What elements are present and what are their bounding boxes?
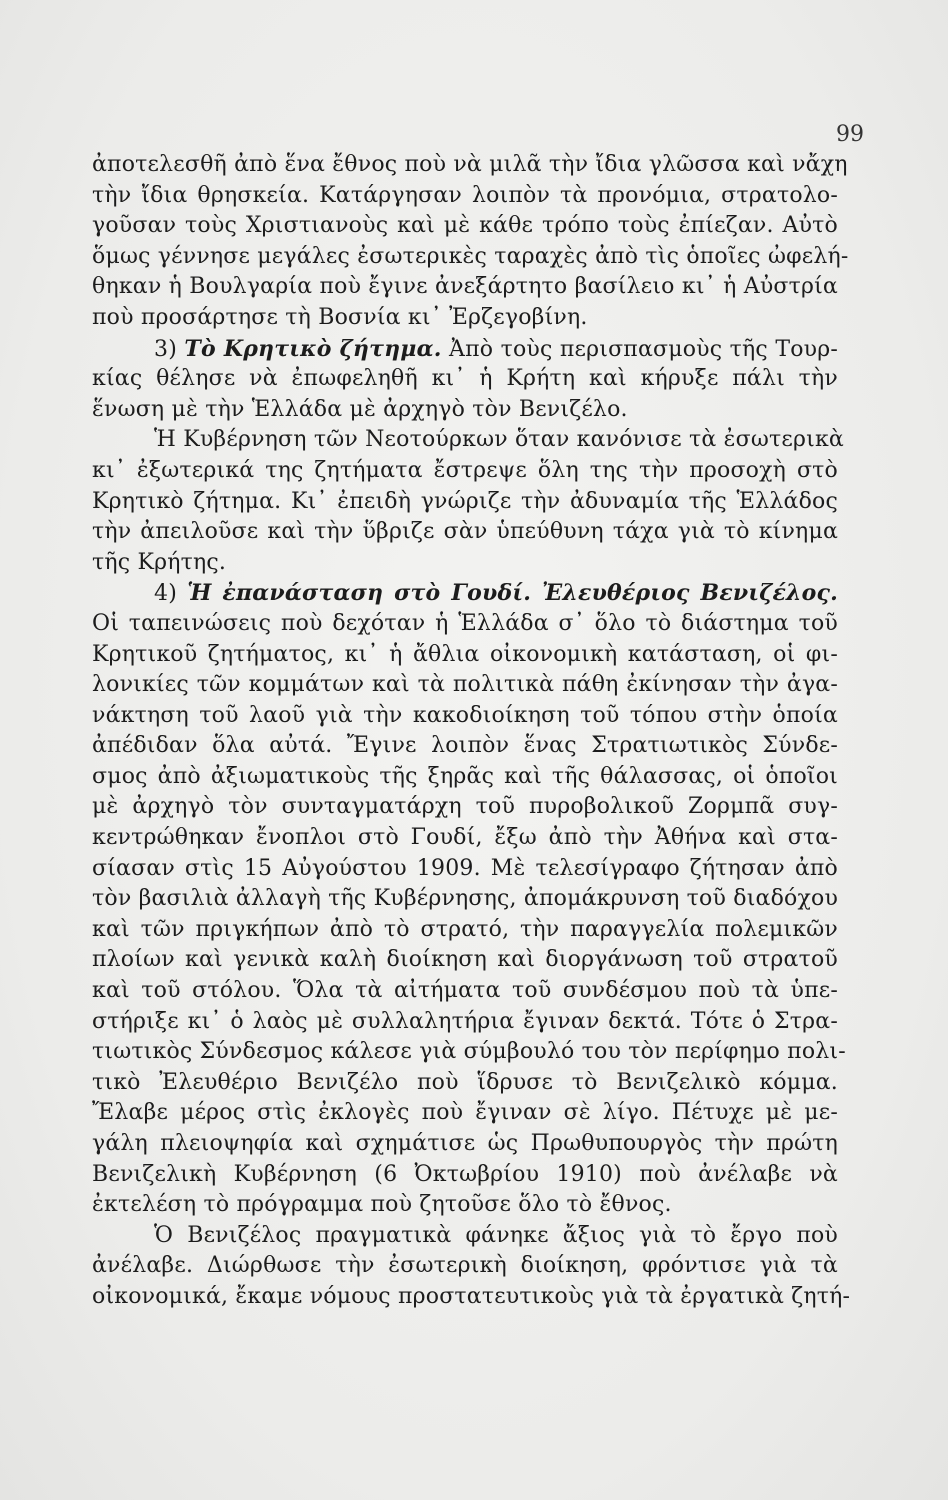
line-text: γάλη πλειοψηφία καὶ σχημάτισε ὡς Πρωθυπουργὸς τὴν πρώτη — [92, 1131, 838, 1156]
line-text: ἀπέδιδαν ὅλα αὐτά. Ἔγινε λοιπὸν ἕνας Στρατιωτικὸς Σύνδε- — [92, 733, 838, 759]
text-line — [92, 823, 838, 854]
text-line — [92, 731, 838, 762]
line-text: γοῦσαν τοὺς Χριστιανοὺς καὶ μὲ κάθε τρόπο τοὺς ἐπίεζαν. Αὐτὸ — [92, 213, 838, 239]
text-line — [92, 181, 838, 212]
text-line — [92, 670, 838, 701]
line-text: τὴν ἴδια θρησκεία. Κατάργησαν λοιπὸν τὰ προνόμια, στρατολο- — [92, 182, 838, 208]
text-line — [92, 762, 838, 793]
text-line — [92, 578, 838, 609]
section-heading: Ἡ ἐπανάσταση στὸ Γουδί. Ἐλευθέριος Βενιζέλος. — [187, 580, 838, 607]
text-line — [92, 395, 838, 426]
section-heading: Τὸ Κρητικὸ ζήτημα. — [184, 335, 442, 362]
line-text: Ὁ Βενιζέλος πραγματικὰ φάνηκε ἄξιος γιὰ τὸ ἔργο ποὺ — [154, 1222, 838, 1248]
line-text: τικὸ Ἐλευθέριο Βενιζέλο ποὺ ἵδρυσε τὸ Βενιζελικὸ κόμμα. — [92, 1069, 838, 1095]
line-text: θηκαν ἡ Βουλγαρία ποὺ ἔγινε ἀνεξάρτητο βασίλειο κι᾿ ἡ Αὐστρία — [92, 274, 838, 300]
text-line — [92, 425, 844, 456]
line-text: ἀποτελεσθῆ ἀπὸ ἕνα ἔθνος ποὺ νὰ μιλᾶ τὴν ἴδια γλῶσσα καὶ νἄχη — [92, 152, 848, 177]
text-line — [92, 1007, 838, 1038]
text-line — [92, 854, 838, 885]
text-line — [92, 456, 838, 487]
line-text: Ἡ Κυβέρνηση τῶν Νεοτούρκων ὅταν κανόνισε τὰ ἐσωτερικὰ — [154, 427, 844, 453]
text-line — [92, 272, 838, 303]
text-line — [92, 1160, 838, 1191]
text-line — [92, 1282, 851, 1313]
line-text: τὴν ἀπειλοῦσε καὶ τὴν ὕβριζε σὰν ὑπεύθυνη τάχα γιὰ τὸ κίνημα — [92, 519, 838, 545]
line-text: ποὺ προσάρτησε τὴ Βοσνία κι᾿ Ἐρζεγοβίνη. — [92, 304, 588, 330]
line-text: μὲ ἀρχηγὸ τὸν συνταγματάρχη τοῦ πυροβολικοῦ Ζορμπᾶ συγ- — [92, 794, 838, 820]
text-line — [92, 334, 838, 365]
text-line — [92, 884, 838, 915]
text-line — [92, 640, 838, 671]
text-line — [92, 1190, 838, 1221]
text-line — [92, 976, 838, 1007]
text-line — [92, 1098, 838, 1129]
text-line — [92, 1037, 846, 1068]
line-text: Οἱ ταπεινώσεις ποὺ δεχόταν ἡ Ἑλλάδα σ᾿ ὅλο τὸ διάστημα τοῦ — [92, 610, 838, 636]
line-text: καὶ τοῦ στόλου. Ὅλα τὰ αἰτήματα τοῦ συνδέσμου ποὺ τὰ ὑπε- — [92, 978, 838, 1004]
line-text: ἐκτελέση τὸ πρόγραμμα ποὺ ζητοῦσε ὅλο τὸ ἔθνος. — [92, 1192, 672, 1218]
line-text: πλοίων καὶ γενικὰ καλὴ διοίκηση καὶ διοργάνωση τοῦ στρατοῦ — [92, 947, 838, 973]
page-number: 99 — [836, 122, 864, 147]
text-line — [92, 792, 838, 823]
line-text: κεντρώθηκαν ἔνοπλοι στὸ Γουδί, ἔξω ἀπὸ τὴν Ἀθήνα καὶ στα- — [92, 825, 838, 851]
body-text — [92, 150, 851, 1313]
line-text: Βενιζελικὴ Κυβέρνηση (6 Ὀκτωβρίου 1910) ποὺ ἀνέλαβε νὰ — [92, 1161, 838, 1187]
line-text: οἰκονομικά, ἔκαμε νόμους προστατευτικοὺς γιὰ τὰ ἐργατικὰ ζητή- — [92, 1283, 851, 1309]
text-line — [92, 487, 838, 518]
line-text: τῆς Κρήτης. — [92, 549, 227, 575]
section-number: 3) — [154, 336, 185, 362]
line-text: καὶ τῶν πριγκήπων ἀπὸ τὸ στρατό, τὴν παραγγελία πολεμικῶν — [92, 916, 838, 942]
text-line — [92, 945, 838, 976]
line-text: ἀνέλαβε. Διώρθωσε τὴν ἐσωτερικὴ διοίκηση, φρόντισε γιὰ τὰ — [92, 1253, 838, 1279]
text-line — [92, 150, 848, 181]
line-text: νάκτηση τοῦ λαοῦ γιὰ τὴν κακοδιοίκηση τοῦ τόπου στὴν ὁποία — [92, 702, 838, 728]
text-line — [92, 609, 838, 640]
section-number: 4) — [154, 581, 188, 607]
line-text: σίασαν στὶς 15 Αὐγούστου 1909. Μὲ τελεσίγραφο ζήτησαν ἀπὸ — [92, 855, 838, 881]
line-text: ἕνωση μὲ τὴν Ἑλλάδα μὲ ἀρχηγὸ τὸν Βενιζέλο. — [92, 396, 628, 422]
line-text: τιωτικὸς Σύνδεσμος κάλεσε γιὰ σύμβουλό του τὸν περίφημο πολι- — [92, 1039, 846, 1065]
text-line — [92, 303, 838, 334]
line-text: κίας θέλησε νὰ ἐπωφεληθῆ κι᾿ ἡ Κρήτη καὶ κήρυξε πάλι τὴν — [92, 366, 838, 392]
line-text: ὅμως γέννησε μεγάλες ἐσωτερικὲς ταραχὲς ἀπὸ τὶς ὁποῖες ὠφελή- — [92, 243, 849, 269]
line-text: τὸν βασιλιὰ ἀλλαγὴ τῆς Κυβέρνησης, ἀπομάκρυνση τοῦ διαδόχου — [92, 886, 839, 912]
text-line — [92, 701, 838, 732]
line-text: Ἀπὸ τοὺς περισπασμοὺς τῆς Τουρ- — [441, 336, 838, 362]
line-text: λονικίες τῶν κομμάτων καὶ τὰ πολιτικὰ πάθη ἐκίνησαν τὴν ἀγα- — [92, 672, 838, 698]
text-line — [92, 517, 838, 548]
line-text: στήριξε κι᾿ ὁ λαὸς μὲ συλλαλητήρια ἔγιναν δεκτά. Τότε ὁ Στρα- — [92, 1008, 838, 1034]
line-text: Κρητικοῦ ζητήματος, κι᾿ ἡ ἄθλια οἰκονομικὴ κατάσταση, οἱ φι- — [92, 641, 838, 667]
text-line — [92, 211, 838, 242]
line-text: κι᾿ ἐξωτερικά της ζητήματα ἔστρεψε ὅλη της τὴν προσοχὴ στὸ — [92, 457, 838, 483]
line-text: Κρητικὸ ζήτημα. Κι᾿ ἐπειδὴ γνώριζε τὴν ἀδυναμία τῆς Ἑλλάδος — [92, 488, 838, 514]
text-line — [92, 1068, 838, 1099]
text-line — [92, 364, 838, 395]
text-line — [92, 915, 838, 946]
text-line — [92, 1251, 838, 1282]
line-text: σμος ἀπὸ ἀξιωματικοὺς τῆς ξηρᾶς καὶ τῆς θάλασσας, οἱ ὁποῖοι — [92, 763, 838, 789]
line-text: Ἔλαβε μέρος στὶς ἐκλογὲς ποὺ ἔγιναν σὲ λίγο. Πέτυχε μὲ με- — [92, 1100, 838, 1126]
text-line — [92, 1129, 838, 1160]
text-line — [92, 1221, 838, 1252]
text-line — [92, 548, 838, 579]
text-line — [92, 242, 849, 273]
